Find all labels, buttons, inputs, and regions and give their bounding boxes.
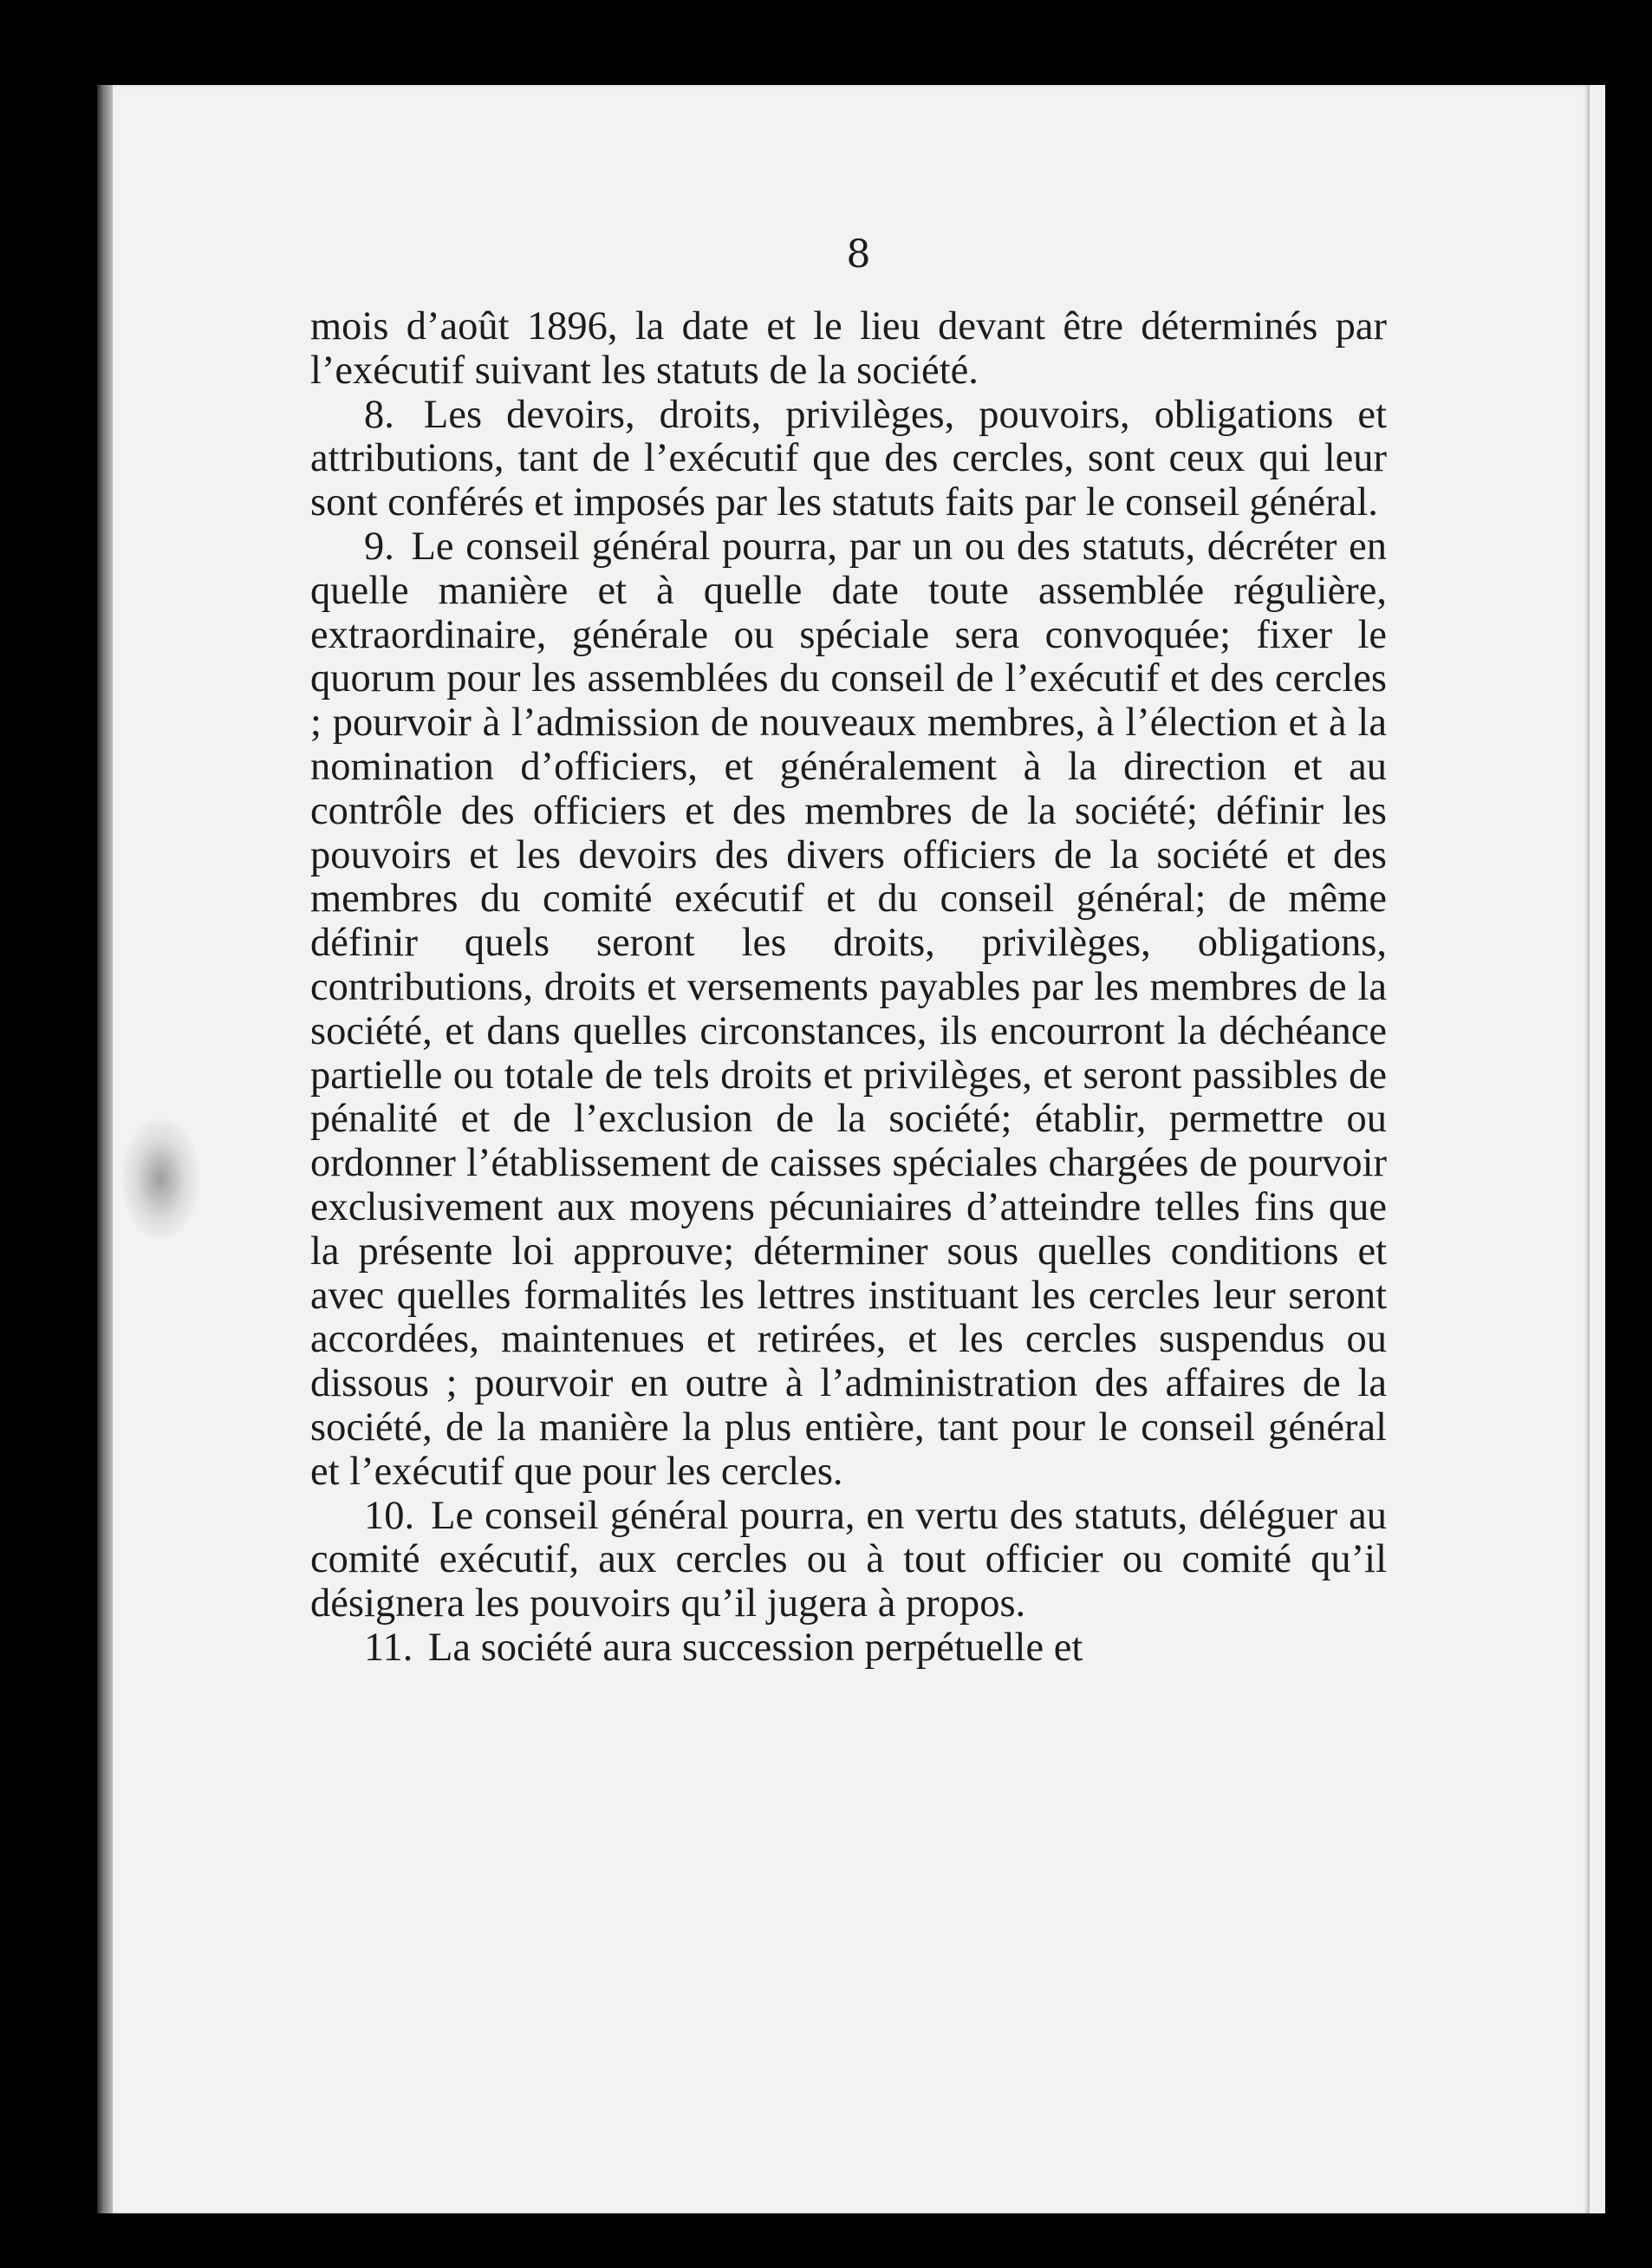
paragraph-text: Le conseil général pourra, par un ou des statuts, décréter en quelle manière et à quelle date toute assemblée régulière, extraordinaire, générale ou spéciale sera convoquée; fixer le quorum pour les assemblées du conseil de l’exécutif et des cercles ; pourvoir à l’admission de nouveaux membres, à l’élection et à la nomination d’officiers, et généralement à la direction et au contrôle des officiers et des membres de la société; définir les pouvoirs et les devoirs des divers officiers de la société et des membres du comité exécutif et du conseil général; de même définir quels seront les droits, privilèges, obligations, contributions, droits et versements payables par les membres de la société, et dans quelles circonstances, ils encourront la déchéance partielle ou totale de tels droits et privilèges, et seront passibles de pénalité et de l’exclusion de la société; établir, permettre ou ordonner l’établissement de caisses spéciales chargées de pourvoir exclusivement aux moyens pécuniaires d’atteindre telles fins que la présente loi approuve; déterminer sous quelles conditions et avec quelles formalités les lettres instituant les cercles leur seront accordées, maintenues et retirées, et les cercles suspendus ou dissous ; pourvoir en outre à l’administration des affaires de la société, de la manière la plus entière, tant pour le conseil général et l’exécutif que pour les cercles. <box>310 524 1388 1494</box>
paragraph-article-8 <box>310 394 1387 525</box>
article-number: 8. <box>364 392 394 437</box>
article-number: 10. <box>364 1493 415 1538</box>
paragraph-article-9 <box>310 525 1387 1495</box>
body-text <box>310 305 1387 1671</box>
page-number: 8 <box>846 232 872 277</box>
paragraph-text: mois d’août 1896, la date et le lieu devant être déterminés par l’exécutif suivant les statuts de la société. <box>310 304 1387 393</box>
article-number: 11. <box>364 1625 413 1670</box>
paragraph-continuation <box>310 305 1387 394</box>
scan-smudge <box>121 1118 199 1240</box>
article-number: 9. <box>364 524 394 569</box>
paragraph-article-11 <box>310 1626 1387 1671</box>
paragraph-text: Les devoirs, droits, privilèges, pouvoirs, obligations et attributions, tant de l’exécutif que des cercles, sont ceux qui leur sont conférés et imposés par les statuts faits par le conseil général. <box>310 392 1387 525</box>
paragraph-text: Le conseil général pourra, en vertu des statuts, déléguer au comité exécutif, aux cercles ou à tout officier ou comité qu’il désignera les pouvoirs qu’il jugera à propos. <box>310 1493 1387 1626</box>
scan-border-right <box>1605 85 1652 2213</box>
page-gutter-shadow <box>97 85 113 2213</box>
paragraph-article-10 <box>310 1495 1387 1626</box>
page-right-margin <box>1590 85 1605 2213</box>
paragraph-text: La société aura succession perpétuelle et <box>428 1625 1083 1670</box>
